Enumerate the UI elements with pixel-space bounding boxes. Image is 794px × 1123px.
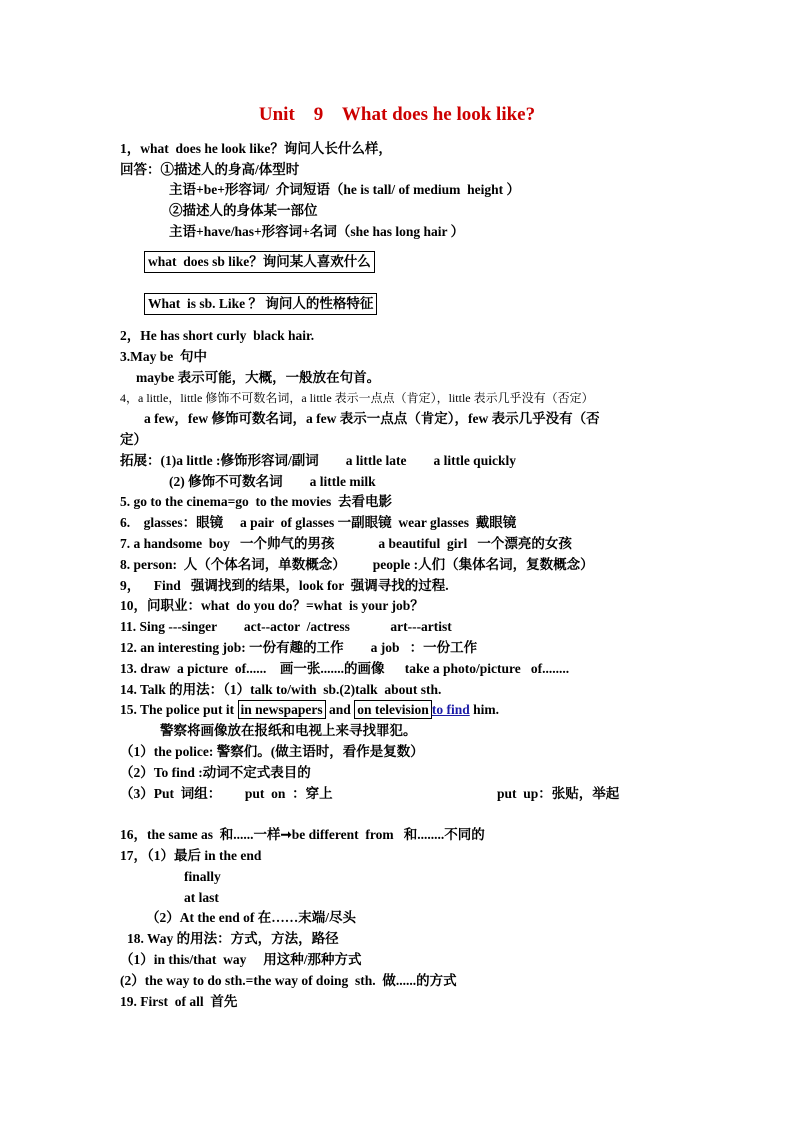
sentence-and: and [325,702,355,717]
note-line-34: at last [184,890,219,905]
note-line-37: （1）in this/that way 用这种/那种方式 [120,952,362,967]
note-line-3: 主语+be+形容词/ 介词短语（he is tall/ of medium height ） [169,182,521,197]
note-line-39: 19. First of all 首先 [120,994,238,1009]
page-title: Unit 9 What does he look like? [258,104,536,125]
note-line-16: 5. go to the cinema=go to the movies 去看电影 [120,494,393,509]
note-line-14: 拓展：(1)a little :修饰形容词/副词 a little late a little quickly [120,453,516,468]
link-to-find[interactable]: to find [431,702,470,717]
note-line-10: maybe 表示可能，大概，一般放在句首。 [136,370,381,385]
note-line-30a: （3）Put 词组： put on ：穿上 [120,786,333,801]
note-line-12: a few，few 修饰可数名词，a few 表示一点点（肯定），few 表示几乎没有（否 [144,411,600,426]
note-line-35: （2）At the end of 在……末端/尽头 [146,910,356,925]
note-line-13: 定） [120,432,147,447]
note-line-38: (2）the way to do sth.=the way of doing sth. 做......的方式 [120,973,457,988]
note-line-23: 12. an interesting job: 一份有趣的工作 a job ：一份工作 [120,640,478,655]
note-line-30b: put up：张贴，举起 [497,786,620,801]
note-line-29: （2）To find :动词不定式表目的 [120,765,311,780]
boxed-phrase-television: on television [354,700,432,719]
note-line-31: 16，the same as 和......一样➞be different from 和........不同的 [120,827,485,842]
sentence-start: 15. The police put it [120,702,238,717]
note-line-20: 9， Find 强调找到的结果，look for 强调寻找的过程. [120,578,449,593]
note-line-4: ②描述人的身体某一部位 [169,203,318,218]
note-line-8: 2，He has short curly black hair. [120,328,315,343]
note-line-36: 18. Way 的用法：方式，方法，路径 [127,931,339,946]
note-line-22: 11. Sing ---singer act--actor /actress art---artist [120,619,452,634]
note-line-2: 回答：①描述人的身高/体型时 [120,162,300,177]
note-line-19: 8. person: 人（个体名词，单数概念） people :人们（集体名词，复数概念） [120,557,594,572]
note-line-32: 17，（1）最后 in the end [120,848,262,863]
note-line-15: (2) 修饰不可数名词 a little milk [169,474,376,489]
note-line-21: 10，问职业：what do you do？=what is your job？ [120,598,424,613]
note-line-5: 主语+have/has+形容词+名词（she has long hair ） [169,224,465,239]
note-line-33: finally [184,869,221,884]
note-line-28: （1）the police: 警察们。(做主语时，看作是复数） [120,744,424,759]
note-line-11: 4，a little，little 修饰不可数名词，a little 表示一点点（肯定），little 表示几乎没有（否定） [120,391,594,405]
boxed-text-2: What is sb. Like ？ 询问人的性格特征 [144,293,377,315]
note-line-24: 13. draw a picture of...... 画一张.......的画像 take a photo/picture of........ [120,661,570,676]
note-line-26 [120,700,499,720]
note-line-17: 6. glasses：眼镜 a pair of glasses 一副眼镜 wear glasses 戴眼镜 [120,515,517,530]
boxed-note-1 [144,251,375,273]
boxed-phrase-newspapers: in newspapers [238,700,326,719]
boxed-text-1: what does sb like？询问某人喜欢什么 [144,251,375,273]
sentence-end: him. [469,702,499,717]
boxed-note-2 [144,293,377,315]
note-line-18: 7. a handsome boy 一个帅气的男孩 a beautiful girl 一个漂亮的女孩 [120,536,572,551]
note-line-9: 3.May be 句中 [120,349,207,364]
note-line-1: 1，what does he look like？询问人长什么样， [120,141,392,156]
note-line-27: 警察将画像放在报纸和电视上来寻找罪犯。 [160,723,417,738]
note-line-25: 14. Talk 的用法：（1）talk to/with sb.(2)talk about sth. [120,682,442,697]
